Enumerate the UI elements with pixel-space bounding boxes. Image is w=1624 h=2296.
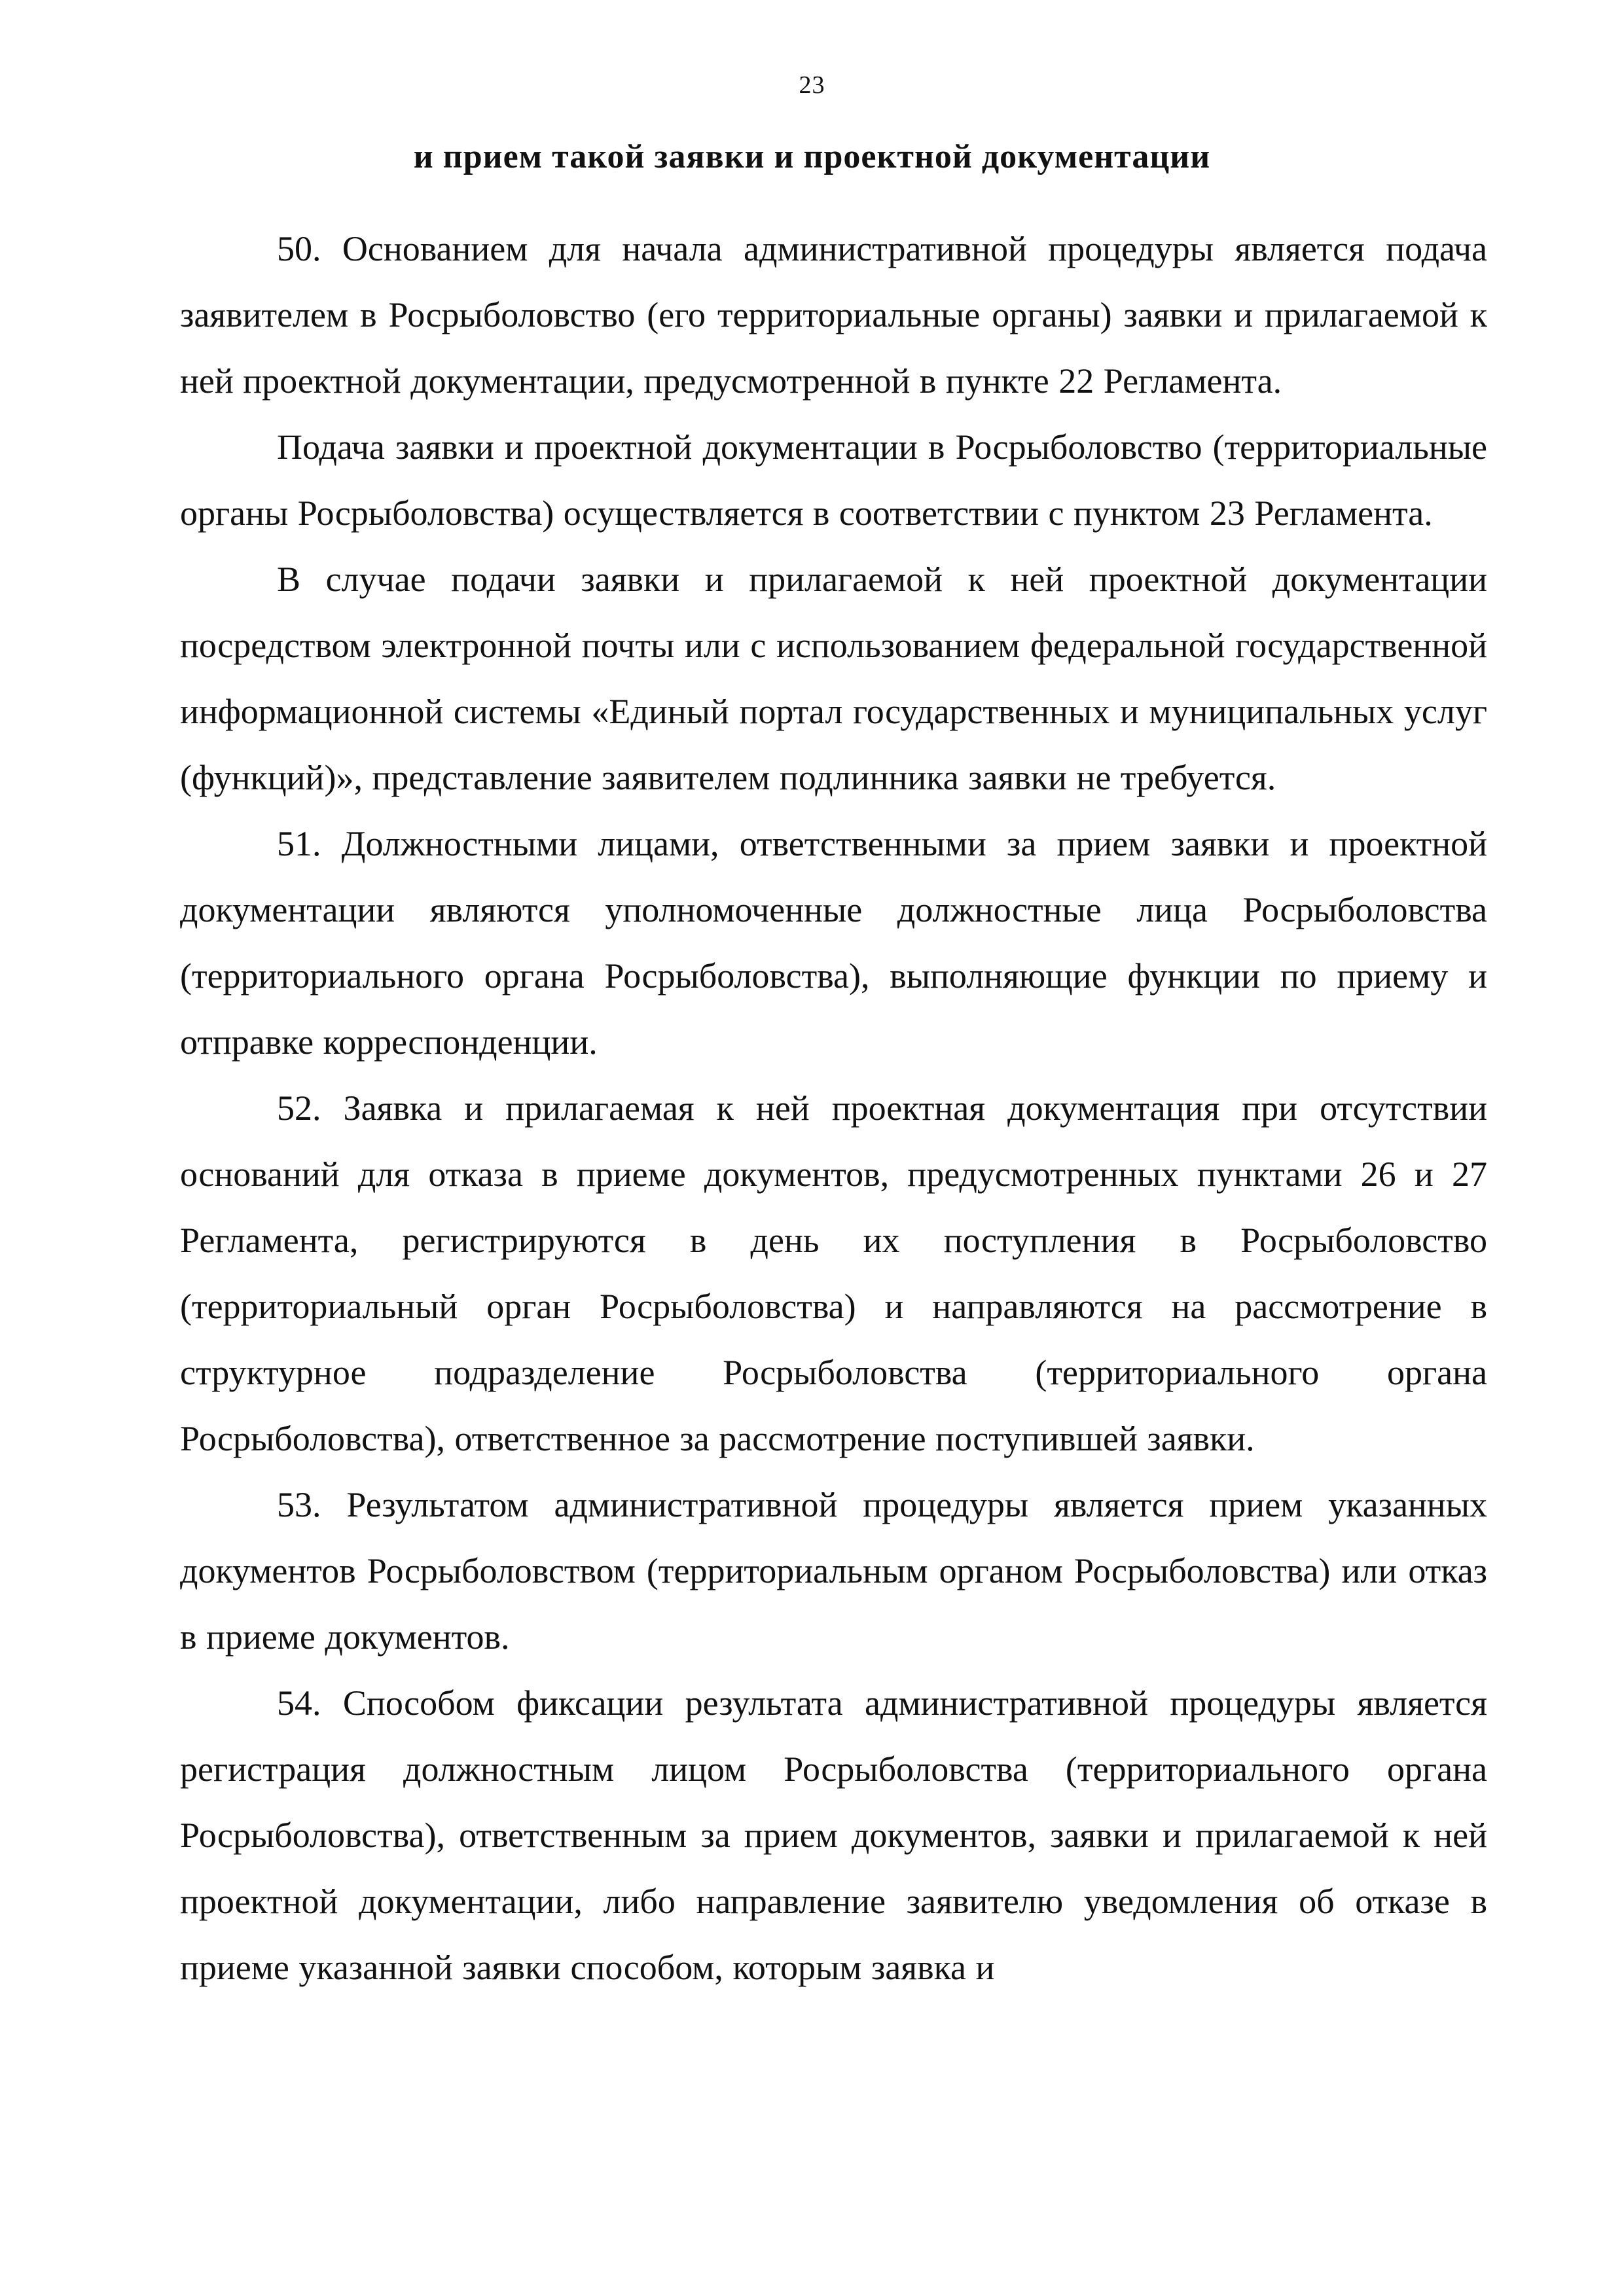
paragraph-54: 54. Способом фиксации результата административной процедуры является регистрация должностным лицом Росрыболовства (территориального органа Росрыболовства), ответственным за прием документов, заявки и прилагаемой к ней проектной документации, либо направление заявителю уведомления об отказе в приеме указанной заявки способом, которым заявка и [180,1683,1487,1987]
section-heading: и прием такой заявки и проектной документации [413,138,1211,175]
page-number: 23 [799,71,825,99]
document-body [180,216,1487,2001]
paragraph-51: 51. Должностными лицами, ответственными за прием заявки и проектной документации являются уполномоченные должностные лица Росрыболовства (территориального органа Росрыболовства), выполняющие функции по приему и отправке корреспонденции. [180,824,1487,1062]
paragraph-53: 53. Результатом административной процедуры является прием указанных документов Росрыболовством (территориальным органом Росрыболовства) или отказ в приеме документов. [180,1485,1487,1657]
paragraph-submission: Подача заявки и проектной документации в Росрыболовство (территориальные органы Росрыболовства) осуществляется в соответствии с пунктом 23 Регламента. [180,427,1487,533]
paragraph-50: 50. Основанием для начала административной процедуры является подача заявителем в Росрыболовство (его территориальные органы) заявки и прилагаемой к ней проектной документации, предусмотренной в пункте 22 Регламента. [180,229,1487,401]
paragraph-electronic: В случае подачи заявки и прилагаемой к ней проектной документации посредством электронной почты или с использованием федеральной государственной информационной системы «Единый портал государственных и муниципальных услуг (функций)», представление заявителем подлинника заявки не требуется. [180,560,1487,797]
paragraph-52: 52. Заявка и прилагаемая к ней проектная документация при отсутствии оснований для отказа в приеме документов, предусмотренных пунктами 26 и 27 Регламента, регистрируются в день их поступления в Росрыболовство (территориальный орган Росрыболовства) и направляются на рассмотрение в структурное подразделение Росрыболовства (территориального органа Росрыболовства), ответственное за рассмотрение поступившей заявки. [180,1088,1487,1458]
